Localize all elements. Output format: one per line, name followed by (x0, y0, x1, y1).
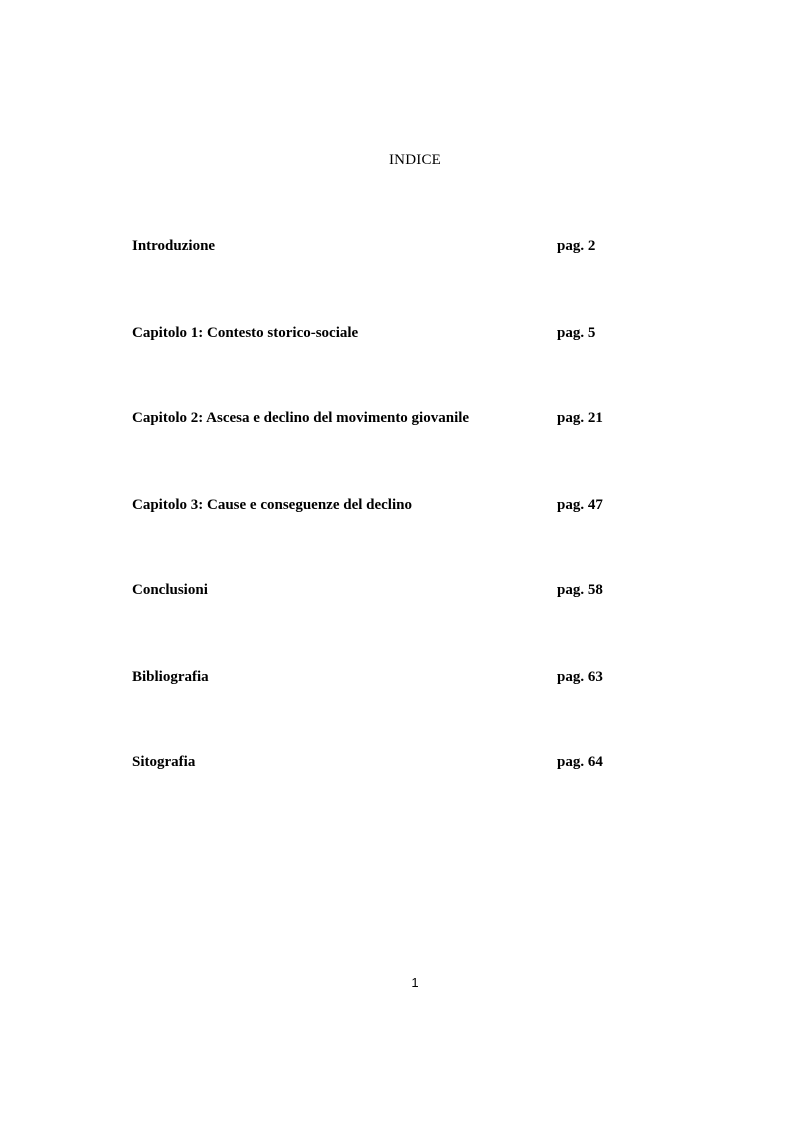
page-title: INDICE (388, 152, 442, 168)
page-number: 1 (411, 975, 419, 990)
toc-entry-introduzione (132, 238, 632, 258)
toc-entry-capitolo-3 (132, 497, 632, 517)
toc-entry-label: Introduzione (132, 238, 216, 254)
toc-entry-page: pag. 63 (557, 669, 603, 685)
toc-entry-page: pag. 2 (557, 238, 596, 254)
toc-entry-bibliografia (132, 669, 632, 689)
toc-entry-page: pag. 21 (557, 410, 603, 426)
toc-entry-capitolo-1 (132, 325, 632, 345)
toc-entry-page: pag. 5 (557, 325, 596, 341)
toc-entry-label: Capitolo 2: Ascesa e declino del movimento giovanile (132, 410, 470, 426)
toc-entry-label: Bibliografia (132, 669, 209, 685)
toc-entry-label: Capitolo 3: Cause e conseguenze del declino (132, 497, 412, 513)
toc-entry-label: Capitolo 1: Contesto storico-sociale (132, 325, 359, 341)
toc-entry-page: pag. 47 (557, 497, 603, 513)
toc-entry-page: pag. 58 (557, 582, 603, 598)
toc-entry-page: pag. 64 (557, 754, 603, 770)
toc-entry-capitolo-2 (132, 410, 632, 430)
toc-entry-label: Sitografia (132, 754, 196, 770)
toc-entry-label: Conclusioni (132, 582, 208, 598)
toc-entry-sitografia (132, 754, 632, 774)
toc-entry-conclusioni (132, 582, 632, 602)
